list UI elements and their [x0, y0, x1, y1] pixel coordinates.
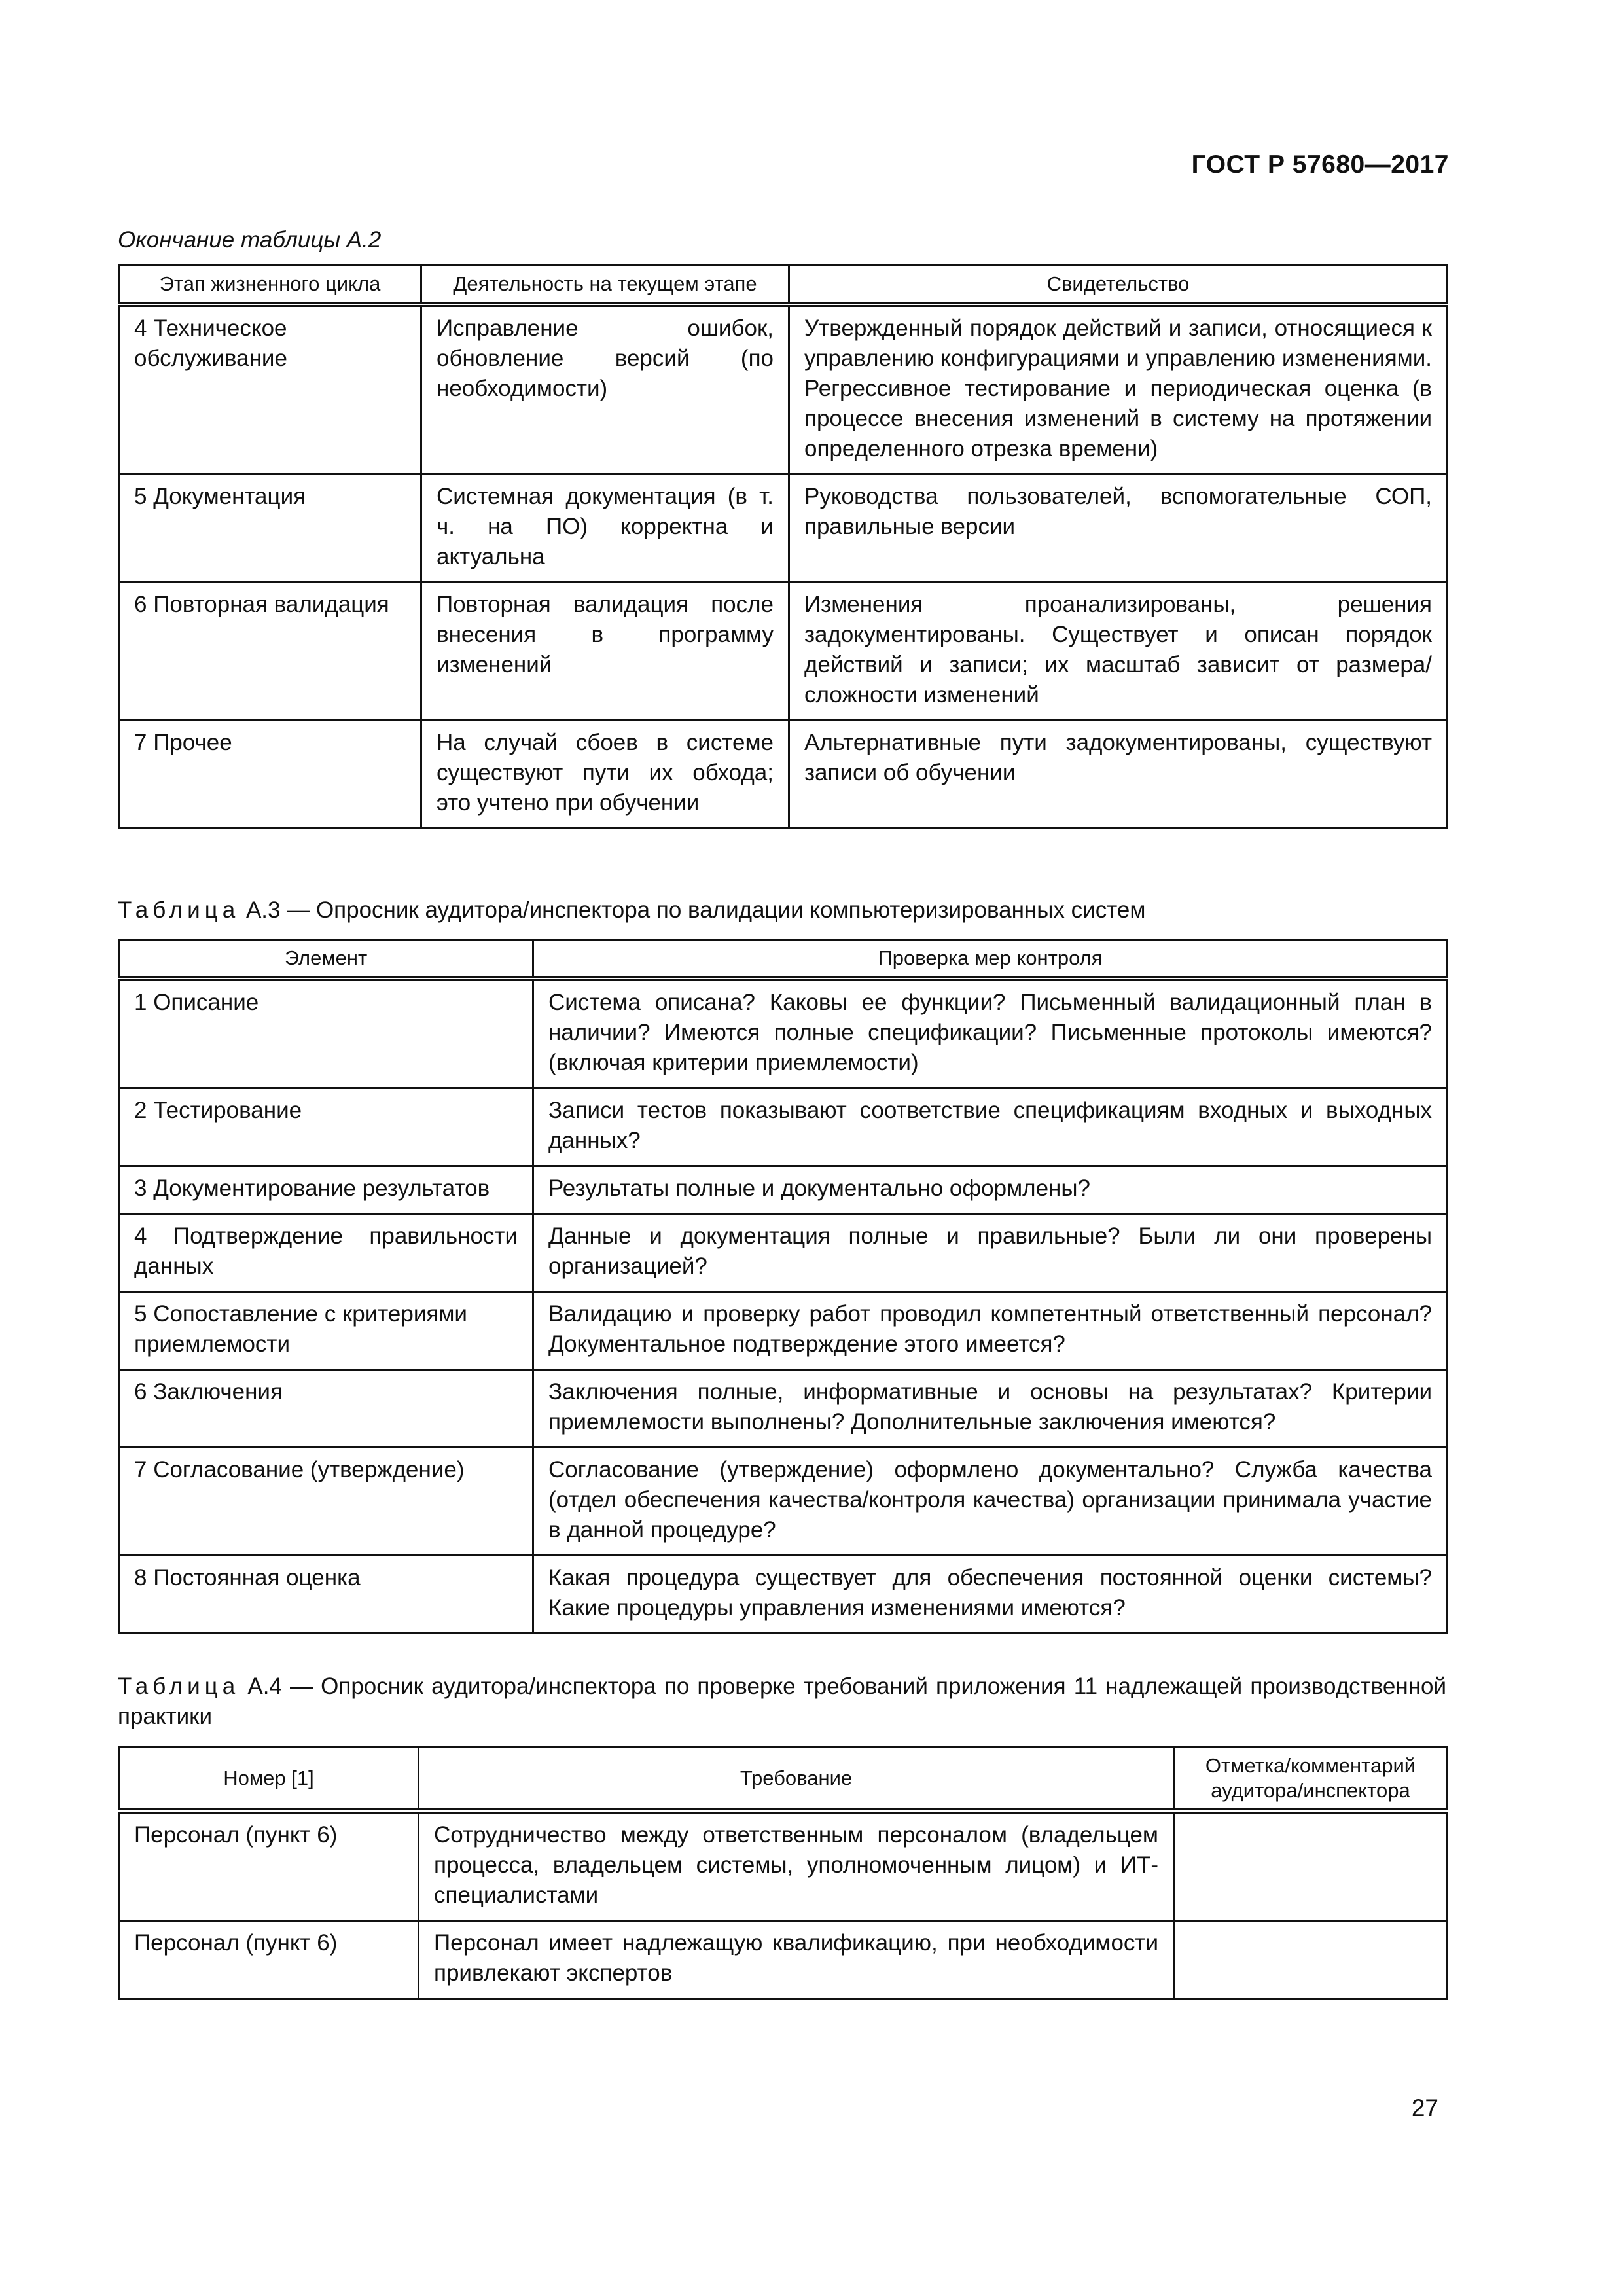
activity-cell: Системная документация (в т. ч. на ПО) корректна и актуальна [421, 475, 789, 583]
table-title: А.3 — Опросник аудитора/инспектора по валидации компьютеризированных систем [240, 897, 1146, 923]
column-header: Отметка/комментарий аудитора/инспектора [1174, 1748, 1448, 1812]
check-cell: Система описана? Каковы ее функции? Письменный валидационный план в наличии? Имеются полные спецификации? Письменные протоколы имеются? (включая критерии приемлемости) [533, 978, 1448, 1088]
number-cell: Персонал (пункт 6) [119, 1811, 419, 1921]
column-header: Требование [419, 1748, 1174, 1812]
element-cell: 6 Заключения [119, 1370, 533, 1448]
page-number: 27 [1411, 2094, 1438, 2121]
table-header-row [119, 1748, 1448, 1812]
column-header: Деятельность на текущем этапе [421, 266, 789, 305]
activity-cell: На случай сбоев в системе существуют пути их обхода; это учтено при обучении [421, 721, 789, 829]
table-a4 [118, 1746, 1448, 2000]
column-header: Элемент [119, 940, 533, 979]
note-cell [1174, 1921, 1448, 1999]
table-label: Таблица [118, 1674, 240, 1699]
element-cell: 2 Тестирование [119, 1088, 533, 1166]
table-row [119, 1214, 1448, 1292]
element-cell: 1 Описание [119, 978, 533, 1088]
table-row [119, 1370, 1448, 1448]
lifecycle-stage-cell: 4 Техническое обслуживание [119, 304, 421, 475]
element-cell: 8 Постоянная оценка [119, 1556, 533, 1634]
table-row [119, 1088, 1448, 1166]
check-cell: Данные и документация полные и правильные? Были ли они проверены организацией? [533, 1214, 1448, 1292]
standard-code: ГОСТ Р 57680—2017 [1191, 151, 1449, 179]
element-cell: 7 Согласование (утверждение) [119, 1448, 533, 1556]
table-row [119, 1166, 1448, 1214]
check-cell: Записи тестов показывают соответствие спецификациям входных и выходных данных? [533, 1088, 1448, 1166]
evidence-cell: Изменения проанализированы, решения задокументированы. Существует и описан порядок действий и записи; их масштаб зависит от размера/сложности изменений [789, 583, 1448, 721]
table-row [119, 1556, 1448, 1634]
note-cell [1174, 1811, 1448, 1921]
column-header: Этап жизненного цикла [119, 266, 421, 305]
table-row [119, 1292, 1448, 1370]
number-cell: Персонал (пункт 6) [119, 1921, 419, 1999]
activity-cell: Исправление ошибок, обновление версий (по необходимости) [421, 304, 789, 475]
table-a3-caption [118, 895, 1145, 925]
column-header: Номер [1] [119, 1748, 419, 1812]
table-header-row [119, 940, 1448, 979]
element-cell: 4 Подтверждение правильности данных [119, 1214, 533, 1292]
table-title: А.4 — Опросник аудитора/инспектора по проверке требований приложения 11 надлежащей производственной практики [118, 1674, 1446, 1729]
table-a4-caption [118, 1672, 1446, 1732]
element-cell: 5 Сопоставление с критериями приемлемости [119, 1292, 533, 1370]
table-label: Таблица [118, 897, 240, 923]
requirement-cell: Персонал имеет надлежащую квалификацию, при необходимости привлекают экспертов [419, 1921, 1174, 1999]
evidence-cell: Руководства пользователей, вспомогательные СОП, правильные версии [789, 475, 1448, 583]
table-a3 [118, 939, 1448, 1634]
table-row [119, 721, 1448, 829]
check-cell: Согласование (утверждение) оформлено документально? Служба качества (отдел обеспечения качества/контроля качества) организации принимала участие в данной процедуре? [533, 1448, 1448, 1556]
table-row [119, 1921, 1448, 1999]
table-header-row [119, 266, 1448, 305]
table-row [119, 1448, 1448, 1556]
column-header: Проверка мер контроля [533, 940, 1448, 979]
activity-cell: Повторная валидация после внесения в программу изменений [421, 583, 789, 721]
lifecycle-stage-cell: 5 Документация [119, 475, 421, 583]
table-row [119, 304, 1448, 475]
evidence-cell: Альтернативные пути задокументированы, существуют записи об обучении [789, 721, 1448, 829]
table-row [119, 978, 1448, 1088]
element-cell: 3 Документирование результатов [119, 1166, 533, 1214]
check-cell: Заключения полные, информативные и основы на результатах? Критерии приемлемости выполнены? Дополнительные заключения имеются? [533, 1370, 1448, 1448]
check-cell: Результаты полные и документально оформлены? [533, 1166, 1448, 1214]
lifecycle-stage-cell: 7 Прочее [119, 721, 421, 829]
table-a2 [118, 264, 1448, 829]
check-cell: Валидацию и проверку работ проводил компетентный ответственный персонал? Документальное подтверждение этого имеется? [533, 1292, 1448, 1370]
column-header: Свидетельство [789, 266, 1448, 305]
table-row [119, 1811, 1448, 1921]
table-a2-caption: Окончание таблицы А.2 [118, 227, 382, 253]
check-cell: Какая процедура существует для обеспечения постоянной оценки системы? Какие процедуры управления изменениями имеются? [533, 1556, 1448, 1634]
requirement-cell: Сотрудничество между ответственным персоналом (владельцем процесса, владельцем системы, уполномоченным лицом) и ИТ-специалистами [419, 1811, 1174, 1921]
lifecycle-stage-cell: 6 Повторная валидация [119, 583, 421, 721]
table-row [119, 475, 1448, 583]
table-row [119, 583, 1448, 721]
evidence-cell: Утвержденный порядок действий и записи, относящиеся к управлению конфигурациями и управлению изменениями. Регрессивное тестирование и периодическая оценка (в процессе внесения изменений в систему на протяжении определенного отрезка времени) [789, 304, 1448, 475]
